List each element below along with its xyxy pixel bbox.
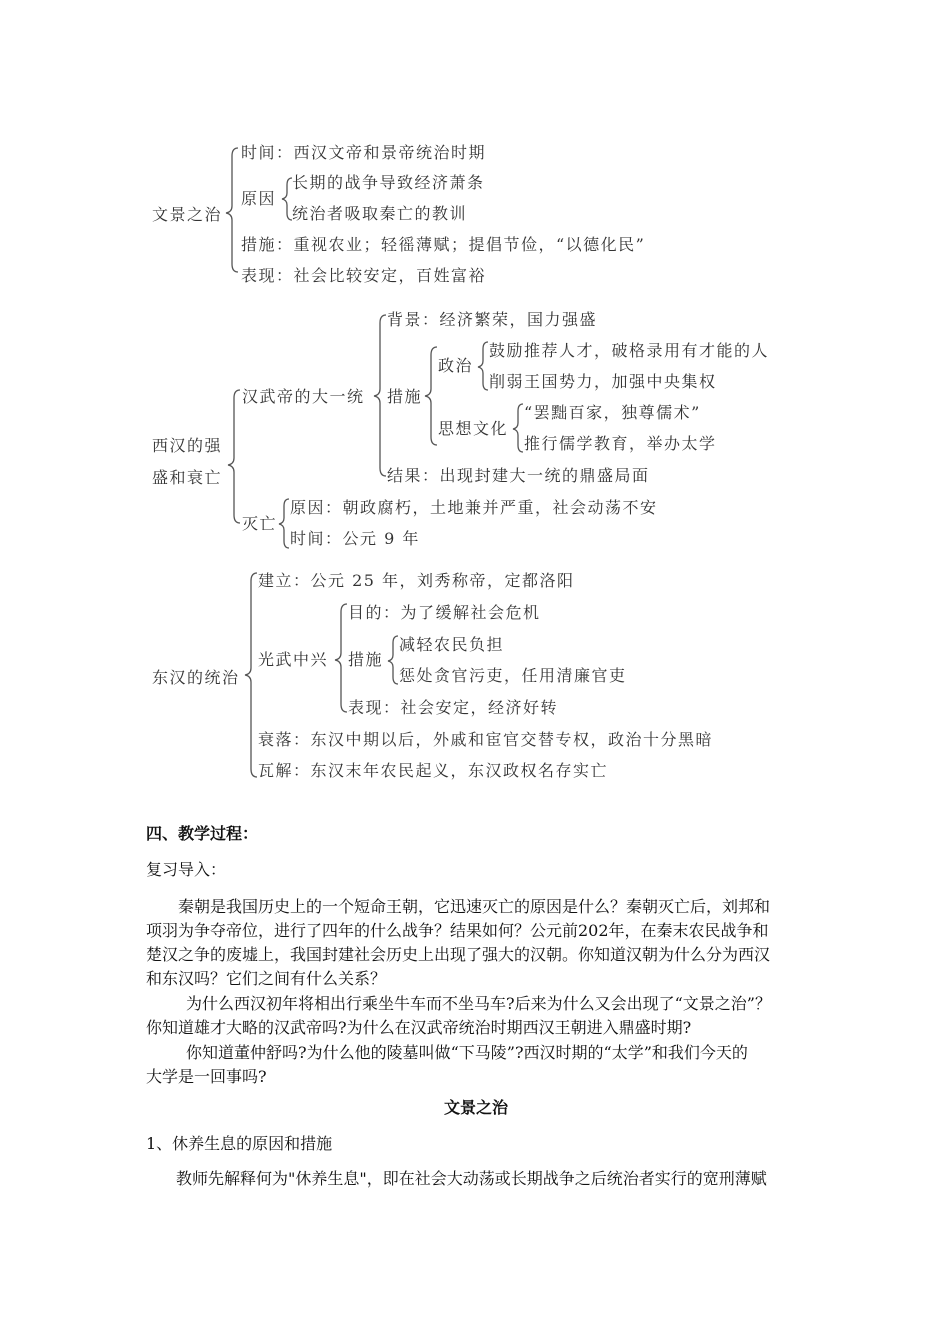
brace-xihan-measures <box>425 347 437 445</box>
brace-xihan-fall <box>279 499 289 548</box>
node-xihan-root-line2: 盛和衰亡 <box>152 468 223 487</box>
brace-donghan-restoration <box>335 604 347 712</box>
node-wenjing-result: 表现：社会比较安定，百姓富裕 <box>241 266 487 285</box>
node-xihan-culture-2: 推行儒学教育，举办太学 <box>524 434 717 453</box>
paragraph-1-line-3: 楚汉之争的废墟上，我国封建社会历史上出现了强大的汉朝。你知道汉朝为什么分为西汉 <box>146 945 771 964</box>
brace-donghan <box>245 573 257 777</box>
node-donghan-decline: 衰落：东汉中期以后，外戚和宦官交替专权，政治十分黑暗 <box>258 730 714 749</box>
subtitle: 文景之治 <box>443 1098 508 1117</box>
brace-donghan-measures <box>388 636 398 684</box>
paragraph-3-line-1: 你知道董仲舒吗?为什么他的陵墓叫做“下马陵”?西汉时期的“太学”和我们今天的 <box>186 1043 748 1062</box>
node-wenjing-cause-1: 长期的战争导致经济萧条 <box>292 173 485 192</box>
paragraph-1-line-4: 和东汉吗？它们之间有什么关系？ <box>146 969 387 988</box>
node-donghan-result: 表现：社会安定，经济好转 <box>348 698 559 717</box>
paragraph-1-line-2: 项羽为争夺帝位，进行了四年的什么战争？结果如何？公元前202年，在秦末农民战争和 <box>146 921 769 940</box>
node-xihan-politics-2: 削弱王国势力，加强中央集权 <box>489 372 717 391</box>
section-heading: 四、教学过程： <box>146 824 259 843</box>
node-donghan-restoration: 光武中兴 <box>258 650 329 669</box>
node-wenjing-cause-2: 统治者吸取秦亡的教训 <box>292 204 468 223</box>
brace-xihan <box>228 390 240 523</box>
node-xihan-politics: 政治 <box>438 356 474 375</box>
paragraph-2-line-1: 为什么西汉初年将相出行乘坐牛车而不坐马车?后来为什么又会出现了“文景之治”？ <box>186 994 771 1013</box>
node-xihan-fall: 灭亡 <box>242 514 278 533</box>
paragraph-4: 教师先解释何为"休养生息"，即在社会大动荡或长期战争之后统治者实行的宽刑薄赋 <box>176 1169 767 1188</box>
node-wenjing-measures: 措施：重视农业；轻徭薄赋；提倡节俭，“以德化民” <box>241 235 646 254</box>
node-wenjing-cause: 原因 <box>241 189 277 208</box>
node-donghan-root: 东汉的统治 <box>152 668 240 687</box>
node-xihan-measures: 措施 <box>387 387 423 406</box>
node-donghan-measures: 措施 <box>348 650 384 669</box>
node-xihan-root-line1: 西汉的强 <box>152 436 223 455</box>
node-xihan-background: 背景：经济繁荣，国力强盛 <box>387 310 598 329</box>
node-donghan-collapse: 瓦解：东汉末年农民起义，东汉政权名存实亡 <box>258 761 609 780</box>
brace-wenjing <box>226 148 238 272</box>
node-xihan-fall-time: 时间：公元 9 年 <box>290 529 420 548</box>
node-xihan-fall-cause: 原因：朝政腐朽，土地兼并严重，社会动荡不安 <box>290 498 658 517</box>
node-donghan-measure-1: 减轻农民负担 <box>399 635 505 654</box>
brace-xihan-politics <box>478 342 488 390</box>
node-donghan-purpose: 目的：为了缓解社会危机 <box>348 603 541 622</box>
paragraph-3-line-2: 大学是一回事吗? <box>146 1067 267 1086</box>
point-1: 1、休养生息的原因和措施 <box>146 1134 333 1153</box>
node-xihan-politics-1: 鼓励推荐人才，破格录用有才能的人 <box>489 341 770 360</box>
node-xihan-culture: 思想文化 <box>438 419 509 438</box>
paragraph-1-line-1: 秦朝是我国历史上的一个短命王朝，它迅速灭亡的原因是什么？秦朝灭亡后，刘邦和 <box>178 897 771 916</box>
node-donghan-measure-2: 惩处贪官污吏，任用清廉官吏 <box>399 666 627 685</box>
paragraph-3 <box>146 1041 806 1089</box>
node-xihan-wudi: 汉武帝的大一统 <box>242 387 365 406</box>
review-intro: 复习导入： <box>146 860 227 879</box>
node-donghan-founding: 建立：公元 25 年，刘秀称帝，定都洛阳 <box>258 571 575 590</box>
paragraph-2-line-2: 你知道雄才大略的汉武帝吗?为什么在汉武帝统治时期西汉王朝进入鼎盛时期? <box>146 1018 692 1037</box>
node-xihan-outcome: 结果：出现封建大一统的鼎盛局面 <box>387 466 650 485</box>
node-wenjing-time: 时间：西汉文帝和景帝统治时期 <box>241 143 487 162</box>
node-xihan-culture-1: “罢黜百家，独尊儒术” <box>524 403 701 422</box>
brace-xihan-culture <box>513 404 523 452</box>
node-wenjing-root: 文景之治 <box>152 205 223 224</box>
brace-wenjing-cause <box>282 178 292 220</box>
paragraph-2 <box>146 992 806 1040</box>
brace-xihan-wudi <box>374 315 386 476</box>
paragraph-1 <box>146 895 806 991</box>
